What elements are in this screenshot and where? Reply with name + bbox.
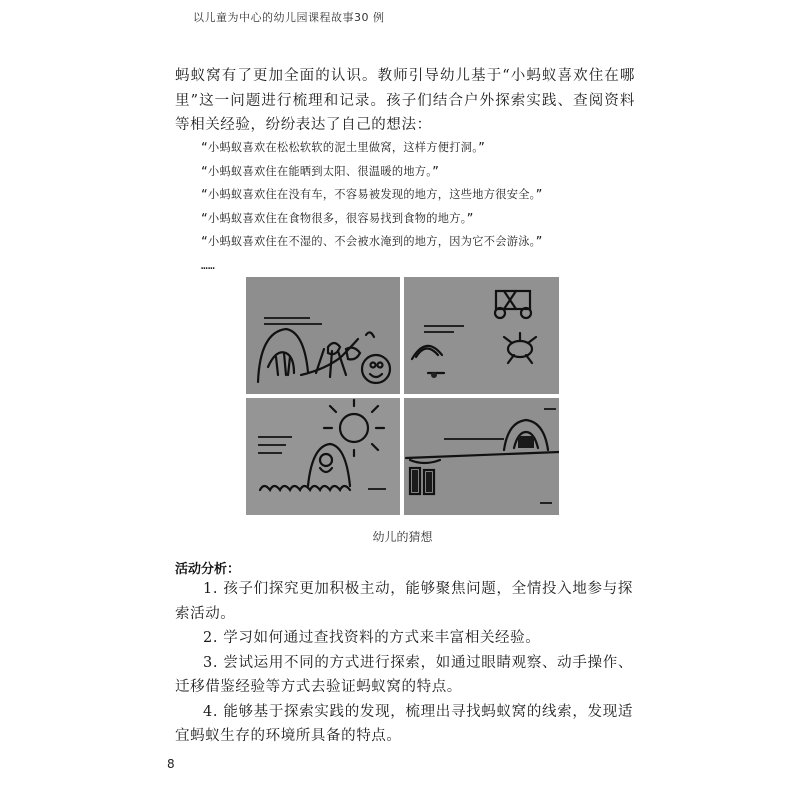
drawing-photo-3: [246, 398, 400, 515]
drawing-4-illustration: [404, 398, 559, 515]
analysis-title: 活动分析：: [175, 562, 241, 577]
quote-item: “小蚂蚁喜欢住在不湿的、不会被水淹到的地方，因为它不会游泳。”: [201, 235, 543, 249]
figure-caption: 幼儿的猜想: [372, 530, 433, 544]
analysis-list: [175, 577, 633, 749]
quote-item: “小蚂蚁喜欢住在能晒到太阳、很温暖的地方。”: [201, 164, 440, 178]
quote-item: “小蚂蚁喜欢住在没有车，不容易被发现的地方，这些地方很安全。”: [201, 188, 543, 202]
running-header: 以儿童为中心的幼儿园课程故事30 例: [193, 11, 385, 24]
quote-item: “小蚂蚁喜欢在松松软软的泥土里做窝，这样方便打洞。”: [201, 141, 486, 154]
analysis-item: 2. 学习如何通过查找资料的方式来丰富相关经验。: [203, 630, 541, 646]
children-quotes-list: [201, 136, 641, 278]
drawing-photo-2: [404, 277, 559, 394]
analysis-item: 4. 能够基于探索实践的发现，梳理出寻找蚂蚁窝的线索，发现适宜蚂蚁生存的环境所具备的特点。: [175, 703, 633, 744]
drawing-3-illustration: [246, 398, 400, 515]
page-number: 8: [167, 757, 175, 771]
children-drawings-figure: [246, 277, 559, 515]
analysis-item: 3. 尝试运用不同的方式进行探索，如通过眼睛观察、动手操作、迁移借鉴经验等方式去验证蚂蚁窝的特点。: [175, 654, 633, 695]
analysis-item: 1. 孩子们探究更加积极主动，能够聚焦问题，全情投入地参与探索活动。: [175, 581, 633, 622]
drawing-1-illustration: [246, 277, 400, 394]
drawing-photo-1: [246, 277, 400, 394]
drawing-photo-4: [404, 398, 559, 515]
drawing-2-illustration: [404, 277, 559, 394]
quote-ellipsis: ……: [201, 258, 216, 272]
intro-paragraph: 蚂蚁窝有了更加全面的认识。教师引导幼儿基于“小蚂蚁喜欢住在哪里”这一问题进行梳理和记录。孩子们结合户外探索实践、查阅资料等相关经验，纷纷表达了自己的想法：: [175, 68, 635, 133]
quote-item: “小蚂蚁喜欢住在食物很多，很容易找到食物的地方。”: [201, 211, 474, 225]
